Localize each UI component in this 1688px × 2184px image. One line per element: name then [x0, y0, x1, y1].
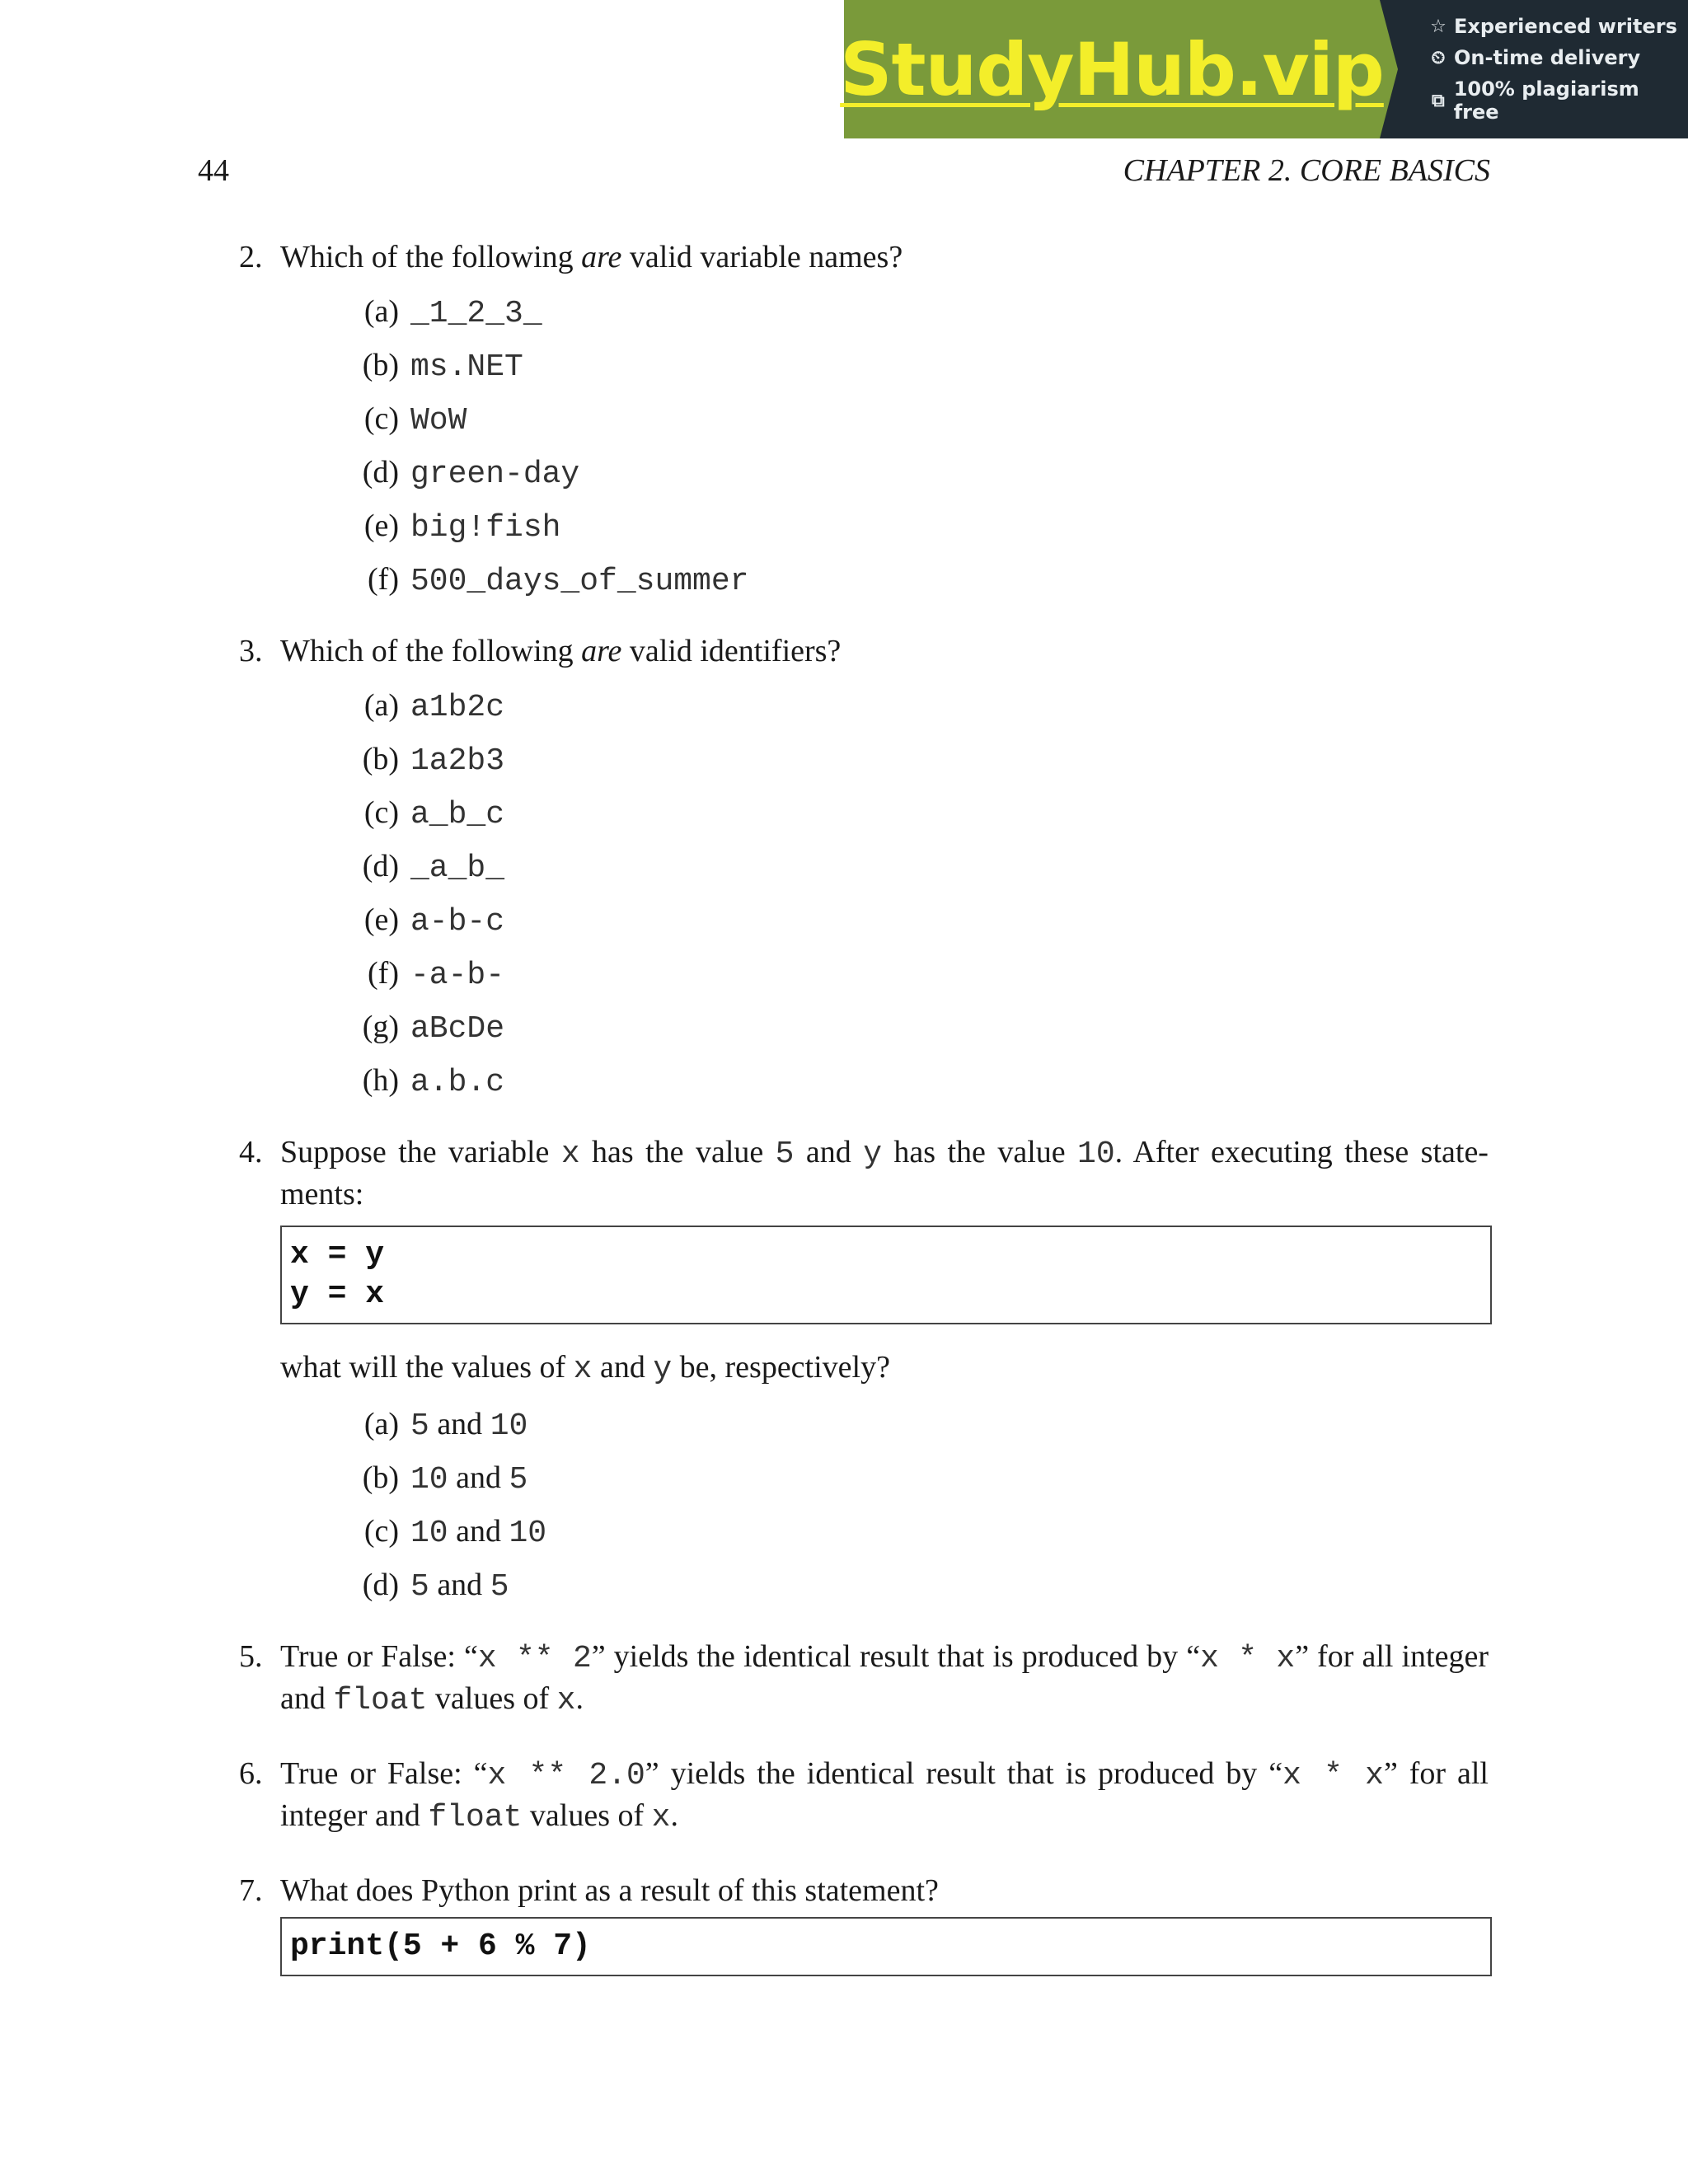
- banner-perks: [1380, 0, 1688, 138]
- ad-banner[interactable]: [840, 0, 1688, 138]
- question-number: 7.: [239, 1873, 263, 1908]
- option-item: (a) _1_2_3_: [363, 294, 542, 331]
- option-item: (c) WoW: [363, 401, 467, 438]
- question-3: [239, 631, 1489, 1114]
- option-item: (a) a1b2c: [363, 688, 505, 725]
- option-list: [280, 1404, 1489, 1619]
- code-line: print(5 + 6 % 7): [290, 1929, 591, 1964]
- perk-label: On-time delivery: [1454, 46, 1641, 69]
- copy-icon: ⧉: [1431, 90, 1445, 111]
- page-number: 44: [198, 153, 229, 188]
- question-text: What does Python print as a result of this statement?: [280, 1873, 939, 1908]
- option-list: [280, 686, 1489, 1114]
- option-item: (b) ms.NET: [362, 348, 523, 385]
- option-item: (b) 1a2b3: [362, 742, 505, 779]
- question-text: Which of the following are valid variable names?: [280, 240, 903, 274]
- question-number: 2.: [239, 240, 263, 274]
- option-item: (d) _a_b_: [362, 849, 505, 886]
- perk-item: [1429, 15, 1688, 38]
- question-number: 4.: [239, 1135, 263, 1169]
- option-list: [280, 292, 1489, 613]
- option-item: (e) a-b-c: [363, 902, 505, 940]
- question-7: [239, 1871, 1489, 1976]
- perk-item: [1429, 77, 1688, 124]
- option-item: (c) 10 and 10: [363, 1514, 547, 1551]
- question-5: [239, 1637, 1489, 1721]
- question-text: True or False: “x ** 2” yields the identical result that is produced by “x * x” for all integer and float values of x.: [280, 1639, 1489, 1718]
- option-item: (f) -a-b-: [368, 956, 505, 993]
- perk-label: Experienced writers: [1454, 15, 1677, 38]
- question-number: 5.: [239, 1639, 263, 1674]
- banner-logo-area: [840, 0, 1384, 138]
- star-icon: ☆: [1430, 16, 1447, 37]
- code-line: y = x: [290, 1277, 385, 1312]
- clock-icon: ⏲: [1431, 47, 1446, 68]
- chapter-heading: CHAPTER 2. CORE BASICS: [1123, 153, 1490, 188]
- question-number: 6.: [239, 1756, 263, 1791]
- option-item: (h) a.b.c: [362, 1063, 505, 1100]
- option-item: (g) aBcDe: [362, 1010, 505, 1047]
- code-block: [280, 1917, 1492, 1976]
- studyhub-logo: StudyHub.vip: [840, 26, 1384, 112]
- option-item: (d) green-day: [362, 455, 580, 492]
- question-followup: what will the values of x and y be, respectively?: [280, 1350, 890, 1387]
- perk-item: [1429, 46, 1688, 69]
- question-6: [239, 1754, 1489, 1838]
- question-2: [239, 237, 1489, 613]
- question-4: [239, 1132, 1489, 1619]
- option-item: (f) 500_days_of_summer: [368, 562, 749, 599]
- question-number: 3.: [239, 634, 263, 668]
- question-text: Which of the following are valid identifiers?: [280, 634, 842, 668]
- option-item: (e) big!fish: [363, 509, 561, 546]
- option-item: (a) 5 and 10: [363, 1407, 528, 1444]
- question-text: True or False: “x ** 2.0” yields the identical result that is produced by “x * x” for all integer and float values of x.: [280, 1756, 1489, 1835]
- code-block: [280, 1226, 1492, 1324]
- question-text: Suppose the variable x has the value 5 and y has the value 10. After executing these state-ments:: [280, 1135, 1489, 1212]
- code-line: x = y: [290, 1237, 385, 1272]
- option-item: (d) 5 and 5: [362, 1568, 509, 1605]
- exercise-list: [239, 237, 1489, 1999]
- option-item: (b) 10 and 5: [362, 1460, 528, 1497]
- perk-label: 100% plagiarism free: [1453, 77, 1639, 124]
- option-item: (c) a_b_c: [363, 795, 505, 832]
